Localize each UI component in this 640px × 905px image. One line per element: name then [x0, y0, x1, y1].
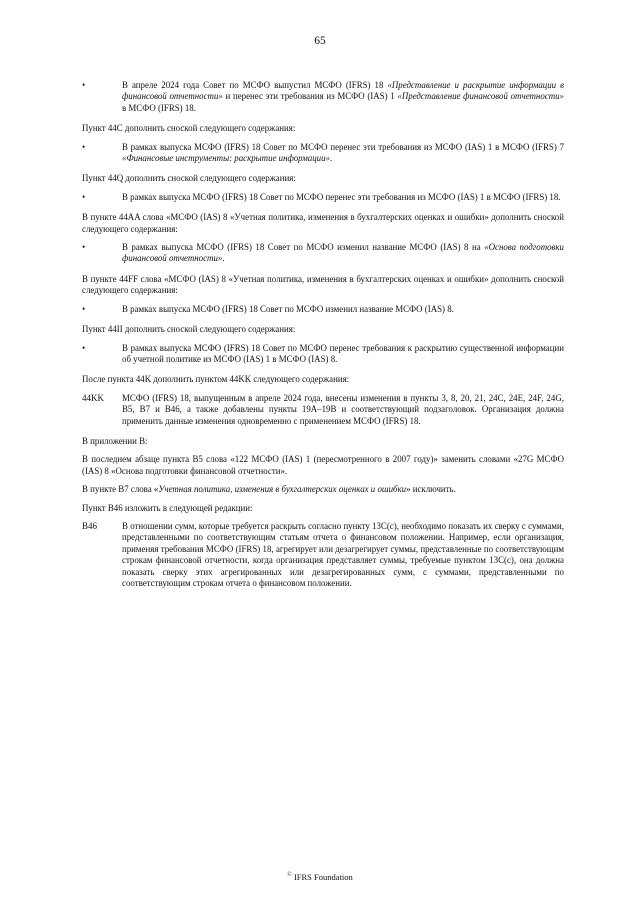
- paragraph-44c: Пункт 44C дополнить сноской следующего содержания:: [82, 123, 296, 134]
- footer-copyright: [0, 870, 640, 883]
- bullet-icon: •: [82, 141, 86, 152]
- paragraph-44q: Пункт 44Q дополнить сноской следующего содержания:: [82, 173, 296, 184]
- footnote-item-1: • В апреле 2024 года Совет по МСФО выпустил МСФО (IFRS) 18 «Представление и раскрытие информации в финансовой отчетности» и перенес эти требования из МСФО (IAS) 1 «Представление финансовой отчетности» в МСФО (IFRS) 18.: [82, 80, 564, 113]
- paragraph-44ff: В пункте 44FF слова «МСФО (IAS) 8 «Учетная политика, изменения в бухгалтерских оценках и ошибки» дополнить сноской следующего содержания:: [82, 273, 564, 296]
- paragraph-label: B46: [82, 520, 98, 531]
- footnote-item-5: • В рамках выпуска МСФО (IFRS) 18 Совет по МСФО изменил название МСФО (IAS) 8.: [82, 303, 454, 314]
- paragraph-b5: В последнем абзаце пункта B5 слова «122 МСФО (IAS) 1 (пересмотренного в 2007 году)» заменить словами «27G МСФО (IAS) 8 «Основа подготовки финансовой отчетности».: [82, 454, 564, 476]
- bullet-icon: •: [82, 242, 86, 253]
- paragraph-label: 44KK: [82, 392, 104, 403]
- bullet-icon: •: [82, 191, 86, 202]
- paragraph-b46-intro: Пункт B46 изложить в следующей редакции:: [82, 502, 253, 513]
- paragraph-b46: B46 В отношении сумм, которые требуется раскрыть согласно пункту 13C(c), необходимо показать их сверку с суммами, представленными по соответствующим статьям отчета о финансовом положении. Например, если организация, применяя требования МСФО (IFRS) 18, агрегирует или дезагрегирует суммы, представленные по соответствующим строкам финансовой отчетности, когда организация представляет суммы, требуемые пунктом 13C(c), она должна показать сверку этих агрегированных или дезагрегированных сумм, с суммами, представленными по соответствующим строкам отчета о финансовом положении.: [82, 520, 564, 588]
- footnote-item-6: • В рамках выпуска МСФО (IFRS) 18 Совет по МСФО перенес требования к раскрытию существенной информации об учетной политике из МСФО (IAS) 1 в МСФО (IAS) 8.: [82, 342, 564, 364]
- footnote-item-3: • В рамках выпуска МСФО (IFRS) 18 Совет по МСФО перенес эти требования из МСФО (IAS) 1 в МСФО (IFRS) 18.: [82, 191, 561, 202]
- paragraph-44kk: 44KK МСФО (IFRS) 18, выпущенным в апреле 2024 года, внесены изменения в пункты 3, 8, 20, 21, 24C, 24E, 24F, 24G, B5, B7 и B46, а также добавлены пункты 19A–19B и соответствующий подзаголовок. Организация должна применить данные изменения одновременно с применением МСФО (IFRS) 18.: [82, 392, 564, 426]
- bullet-icon: •: [82, 303, 86, 314]
- page-content: [82, 80, 564, 598]
- footer-text: IFRS Foundation: [293, 871, 353, 882]
- page-number: 65: [314, 35, 326, 47]
- footnote-item-2: • В рамках выпуска МСФО (IFRS) 18 Совет по МСФО перенес эти требования из МСФО (IAS) 1 в МСФО (IFRS) 7 «Финансовые инструменты: раскрытие информации».: [82, 141, 564, 164]
- appendix-heading: В приложении B:: [82, 435, 148, 446]
- copyright-symbol: ©: [287, 872, 292, 878]
- paragraph-44aa: В пункте 44AA слова «МСФО (IAS) 8 «Учетная политика, изменения в бухгалтерских оценках и ошибки» дополнить сноской следующего содержания:: [82, 212, 564, 234]
- bullet-icon: •: [82, 342, 86, 353]
- footnote-item-4: • В рамках выпуска МСФО (IFRS) 18 Совет по МСФО изменил название МСФО (IAS) 8 на «Основа подготовки финансовой отчетности».: [82, 242, 564, 264]
- paragraph-b7: В пункте B7 слова «Учетная политика, изменения в бухгалтерских оценках и ошибки» исключить.: [82, 484, 456, 495]
- paragraph-44k: После пункта 44K дополнить пунктом 44KK следующего содержания:: [82, 374, 350, 385]
- bullet-icon: •: [82, 80, 86, 90]
- paragraph-44ii: Пункт 44II дополнить сноской следующего содержания:: [82, 324, 296, 335]
